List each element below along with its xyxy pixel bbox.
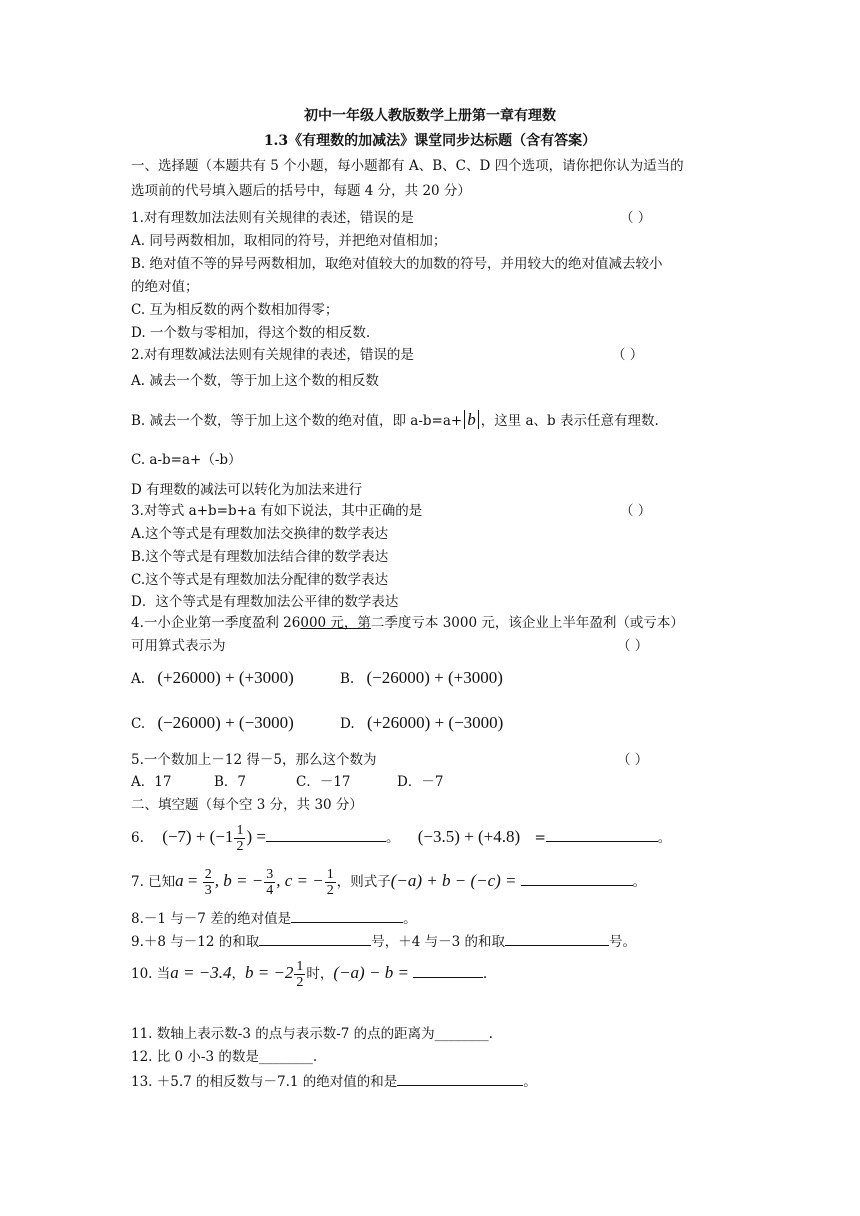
q12: 12. 比 0 小-3 的数是________. bbox=[131, 1049, 318, 1065]
q2-stem: 2.对有理数减法法则有关规律的表述，错误的是 bbox=[131, 347, 414, 363]
q8-blank[interactable] bbox=[291, 908, 403, 923]
q3-stem: 3.对等式 a+b=b+a 有如下说法，其中正确的是 bbox=[131, 503, 423, 519]
section2-header: 二、填空题（每个空 3 分，共 30 分） bbox=[131, 797, 363, 813]
q5-option-c: C．－17 bbox=[296, 774, 351, 790]
q7-a-equals: = bbox=[183, 871, 202, 890]
q5-option-b: B．7 bbox=[214, 774, 247, 790]
q9 bbox=[131, 931, 636, 952]
q3-option-d: D．这个等式是有理数加法公平律的数学表达 bbox=[131, 594, 399, 610]
q10-expression: (−a) − b = bbox=[333, 963, 409, 982]
q1-option-b-line1: B. 绝对值不等的异号两数相加，取绝对值较大的加数的符号，并用较大的绝对值减去较小 bbox=[131, 256, 663, 272]
q2-option-c: C. a-b=a+（-b） bbox=[131, 452, 242, 468]
q9-blank-1[interactable] bbox=[259, 931, 371, 946]
q6-blank-2[interactable] bbox=[546, 827, 658, 842]
q4-option-b-label: B. bbox=[340, 671, 355, 687]
q5-option-d: D．－7 bbox=[397, 774, 444, 790]
q2-option-b-pre: B. 减去一个数，等于加上这个数的绝对值，即 a-b=a+ bbox=[131, 413, 463, 429]
q7-b-fraction bbox=[264, 867, 275, 898]
q4-stem-line2: 可用算式表示为 bbox=[131, 638, 226, 654]
q9-pre: 9.＋8 与－12 的和取 bbox=[131, 934, 260, 950]
section1-header-line2: 选项前的代号填入题后的括号中，每题 4 分，共 20 分） bbox=[131, 183, 471, 199]
q10-b-fraction bbox=[294, 959, 305, 990]
doc-title: 初中一年级人教版数学上册第一章有理数 bbox=[304, 108, 556, 124]
q2-option-b bbox=[131, 410, 659, 431]
q1-stem: 1.对有理数加法法则有关规律的表述，错误的是 bbox=[131, 210, 414, 226]
q7-blank[interactable] bbox=[521, 871, 633, 886]
q6-expr2-equals: = bbox=[534, 830, 546, 846]
q5-option-a: A．17 bbox=[131, 774, 172, 790]
q10-end: . bbox=[482, 966, 488, 982]
q3-option-c: C.这个等式是有理数加法分配律的数学表达 bbox=[131, 572, 389, 588]
q13-stem: 13. ＋5.7 的相反数与－7.1 的绝对值的和是 bbox=[131, 1074, 398, 1090]
q7-end: 。 bbox=[632, 874, 647, 890]
q1-answer-paren: （ ） bbox=[620, 210, 652, 226]
q8 bbox=[131, 908, 417, 929]
q7-c-fraction bbox=[325, 867, 336, 898]
q10-number: 10. 当 bbox=[131, 966, 171, 982]
q8-stem: 8.－1 与－7 差的绝对值是 bbox=[131, 911, 292, 927]
q6-expr1-post: ) = bbox=[246, 827, 266, 846]
q8-end: 。 bbox=[403, 911, 417, 927]
q10-blank[interactable] bbox=[413, 963, 483, 978]
q7-var-a: a bbox=[175, 871, 184, 890]
q1-option-b-line2: 的绝对值； bbox=[131, 279, 199, 295]
q7-b-part: , b = − bbox=[214, 871, 264, 890]
q7-expression: (−a) + b − (−c) = bbox=[390, 871, 517, 890]
q4-option-a-expr: (+26000) + (+3000) bbox=[157, 668, 294, 687]
q4-stem-underlined: 000 元，第 bbox=[300, 615, 371, 631]
q4-option-d-expr: (+26000) + (−3000) bbox=[366, 713, 504, 732]
q6-separator: 。 bbox=[385, 830, 400, 846]
q9-blank-2[interactable] bbox=[505, 931, 609, 946]
q2-option-a: A. 减去一个数，等于加上这个数的相反数 bbox=[131, 373, 379, 389]
q6-fraction-numerator: 1 bbox=[236, 823, 244, 838]
q13-end: 。 bbox=[523, 1074, 537, 1090]
q5-answer-paren: （ ） bbox=[617, 752, 649, 768]
q4-answer-paren: （ ） bbox=[617, 638, 649, 654]
q7-c-part: , c = − bbox=[276, 871, 324, 890]
q4-option-d bbox=[340, 713, 503, 734]
q10-b-expr: b = −2 bbox=[244, 963, 294, 982]
q4-option-b bbox=[340, 668, 503, 689]
q6-expr2: (−3.5) + (+4.8) bbox=[417, 827, 521, 846]
q4-option-c-expr: (−26000) + (−3000) bbox=[157, 713, 294, 732]
q4-option-c bbox=[131, 713, 294, 734]
q7-b-denominator: 4 bbox=[266, 883, 274, 898]
q4-stem-pre: 4.一小企业第一季度盈利 26 bbox=[131, 615, 301, 631]
q10-b-denominator: 2 bbox=[296, 975, 304, 990]
q10-a-expr: a = −3.4 bbox=[170, 963, 232, 982]
q9-mid: 号，＋4 与－3 的和取 bbox=[371, 934, 505, 950]
q2-option-b-post: ，这里 a、b 表示任意有理数. bbox=[480, 413, 659, 429]
q4-option-b-expr: (−26000) + (+3000) bbox=[366, 668, 503, 687]
q13-blank[interactable] bbox=[397, 1071, 523, 1086]
q6-end: 。 bbox=[657, 830, 672, 846]
q2-option-d: D 有理数的减法可以转化为加法来进行 bbox=[131, 482, 363, 498]
q6-expr1-pre: (−7) + (−1 bbox=[162, 827, 234, 846]
q11: 11. 数轴上表示数-3 的点与表示数-7 的点的距离为________. bbox=[131, 1026, 493, 1042]
q7-mid-text: ，则式子 bbox=[336, 874, 391, 890]
q3-answer-paren: （ ） bbox=[620, 503, 652, 519]
q1-option-c: C. 互为相反数的两个数相加得零； bbox=[131, 302, 339, 318]
q7-c-denominator: 2 bbox=[326, 883, 334, 898]
q10 bbox=[131, 958, 487, 990]
q4-option-a-label: A. bbox=[131, 671, 146, 687]
q6-fraction-denominator: 2 bbox=[236, 839, 244, 854]
q2-answer-paren: （ ） bbox=[612, 347, 644, 363]
q7-a-numerator: 2 bbox=[204, 867, 212, 882]
q7-number: 7. 已知 bbox=[131, 874, 176, 890]
q7 bbox=[131, 866, 646, 898]
q7-a-fraction bbox=[203, 867, 214, 898]
q7-a-denominator: 3 bbox=[204, 883, 212, 898]
q4-option-a bbox=[131, 668, 294, 689]
q3-option-b: B.这个等式是有理数加法结合律的数学表达 bbox=[131, 549, 389, 565]
q4-option-d-label: D. bbox=[340, 716, 355, 732]
q6-fraction bbox=[234, 823, 245, 854]
q6 bbox=[131, 823, 671, 854]
q4-option-c-label: C. bbox=[131, 716, 146, 732]
doc-subtitle: 1.3《有理数的加减法》课堂同步达标题（含有答案） bbox=[263, 133, 597, 149]
q9-end: 号。 bbox=[609, 934, 636, 950]
q1-option-d: D. 一个数与零相加，得这个数的相反数. bbox=[131, 325, 371, 341]
q1-option-a: A. 同号两数相加，取相同的符号，并把绝对值相加； bbox=[131, 233, 447, 249]
q10-comma: ， bbox=[231, 966, 245, 982]
q4-stem-post: 二季度亏本 3000 元，该企业上半年盈利（或亏本） bbox=[370, 615, 684, 631]
q10-when: 时， bbox=[306, 966, 334, 982]
q6-number: 6. bbox=[131, 830, 144, 846]
q2-option-b-abs: b bbox=[464, 410, 479, 429]
section1-header-line1: 一、选择题（本题共有 5 个小题，每小题都有 A、B、C、D 四个选项，请你把你认为适当的 bbox=[131, 158, 684, 174]
q10-b-numerator: 1 bbox=[296, 959, 304, 974]
q7-c-numerator: 1 bbox=[326, 867, 334, 882]
q4-stem-line1 bbox=[131, 613, 684, 633]
q7-b-numerator: 3 bbox=[266, 867, 274, 882]
q13 bbox=[131, 1071, 537, 1092]
q5-stem: 5.一个数加上－12 得－5，那么这个数为 bbox=[131, 752, 377, 768]
q6-blank-1[interactable] bbox=[266, 827, 386, 842]
q3-option-a: A.这个等式是有理数加法交换律的数学表达 bbox=[131, 526, 389, 542]
